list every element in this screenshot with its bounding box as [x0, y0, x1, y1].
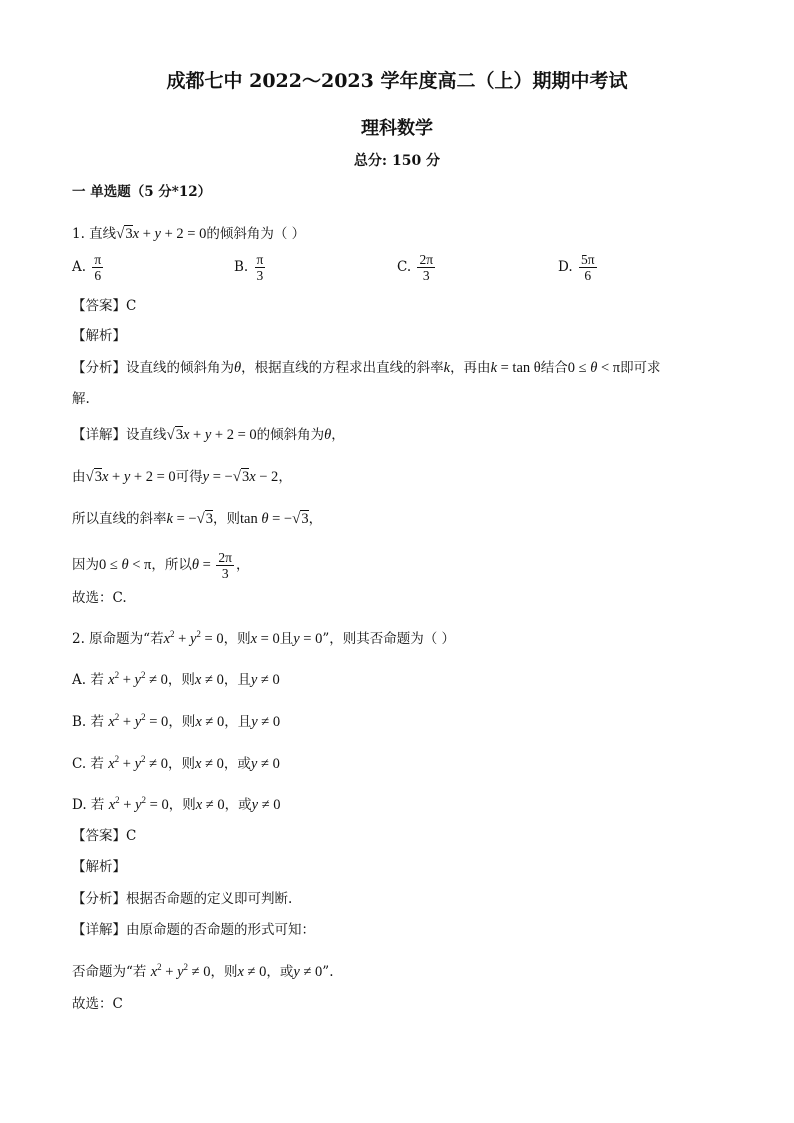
q2-detail: 【详解】由原命题的否命题的形式可知： — [72, 922, 315, 938]
q2-option-c[interactable]: C. 若 $x^2 + y^2 \ne 0$，则x ≠ 0，或y ≠ 0 — [72, 754, 280, 772]
option-letter: C. — [397, 259, 412, 275]
option-fraction: $\frac{2\pi}{3}$ — [419, 252, 434, 283]
q2-final: 故选：C — [72, 996, 123, 1012]
q1-fenxi: 【分析】设直线的倾斜角为θ，根据直线的方程求出直线的斜率k，再由k = tan θ结合0 ≤ θ < π即可求 — [72, 360, 661, 376]
q1-expr: √3x + y + 2 = 0 — [116, 226, 207, 242]
option-letter: B. — [234, 259, 249, 275]
q2-negation: 否命题为“若 $x^2 + y^2 \ne 0$，则x ≠ 0，或y ≠ 0”. — [72, 962, 334, 980]
q2-analysis-label: 【解析】 — [72, 859, 126, 875]
option-fraction: $\frac{\pi}{6}$ — [94, 252, 102, 283]
q2-fenxi: 【分析】根据否命题的定义即可判断. — [72, 891, 293, 907]
q2-stem: 2. 原命题为“若$x^2 + y^2 = 0$，则x = 0且y = 0”，则其否命题为（ ） — [72, 629, 456, 647]
option-fraction: $\frac{5\pi}{6}$ — [580, 252, 595, 283]
q1-detail-step2: 由√3x + y + 2 = 0可得y = −√3x − 2， — [72, 469, 292, 485]
q1-option-c[interactable] — [397, 252, 437, 283]
q2-option-b[interactable]: B. 若 $x^2 + y^2 = 0$，则x ≠ 0，且y ≠ 0 — [72, 712, 281, 730]
q1-stem — [72, 224, 305, 244]
q1-option-d[interactable] — [558, 252, 599, 283]
subject-title: 理科数学 — [361, 118, 433, 139]
total-score: 总分: 150 分 — [353, 153, 441, 169]
q1-final: 故选：C. — [72, 590, 127, 606]
option-letter: D. — [558, 259, 573, 275]
q1-prefix: 1. 直线 — [72, 226, 117, 242]
q1-detail-step4: 因为0 ≤ θ < π，所以θ = $\frac{2\pi}{3}$ ， — [72, 550, 250, 581]
q1-analysis-label: 【解析】 — [72, 328, 126, 344]
q1-fenxi-cont: 解. — [72, 391, 90, 407]
q1-suffix: 的倾斜角为（ ） — [206, 226, 306, 242]
q1-option-b[interactable] — [234, 252, 267, 283]
q1-detail: 【详解】设直线√3x + y + 2 = 0的倾斜角为θ， — [72, 427, 345, 443]
option-fraction: $\frac{\pi}{3}$ — [256, 252, 264, 283]
q2-option-d[interactable]: D. 若 $x^2 + y^2 = 0$，则x ≠ 0，或y ≠ 0 — [72, 795, 281, 813]
option-letter: A. — [72, 259, 87, 275]
q1-answer: 【答案】C — [72, 298, 137, 314]
q1-detail-step3: 所以直线的斜率k = −√3，则tan θ = −√3， — [72, 511, 323, 527]
section-heading: 一 单选题（5 分*12） — [72, 184, 212, 200]
q1-option-a[interactable] — [72, 252, 105, 283]
q2-answer: 【答案】C — [72, 828, 137, 844]
q2-option-a[interactable]: A. 若 $x^2 + y^2 \ne 0$，则x ≠ 0，且y ≠ 0 — [72, 670, 280, 688]
page-title: 成都七中 2022～2023 学年度高二（上）期期中考试 — [166, 70, 628, 92]
